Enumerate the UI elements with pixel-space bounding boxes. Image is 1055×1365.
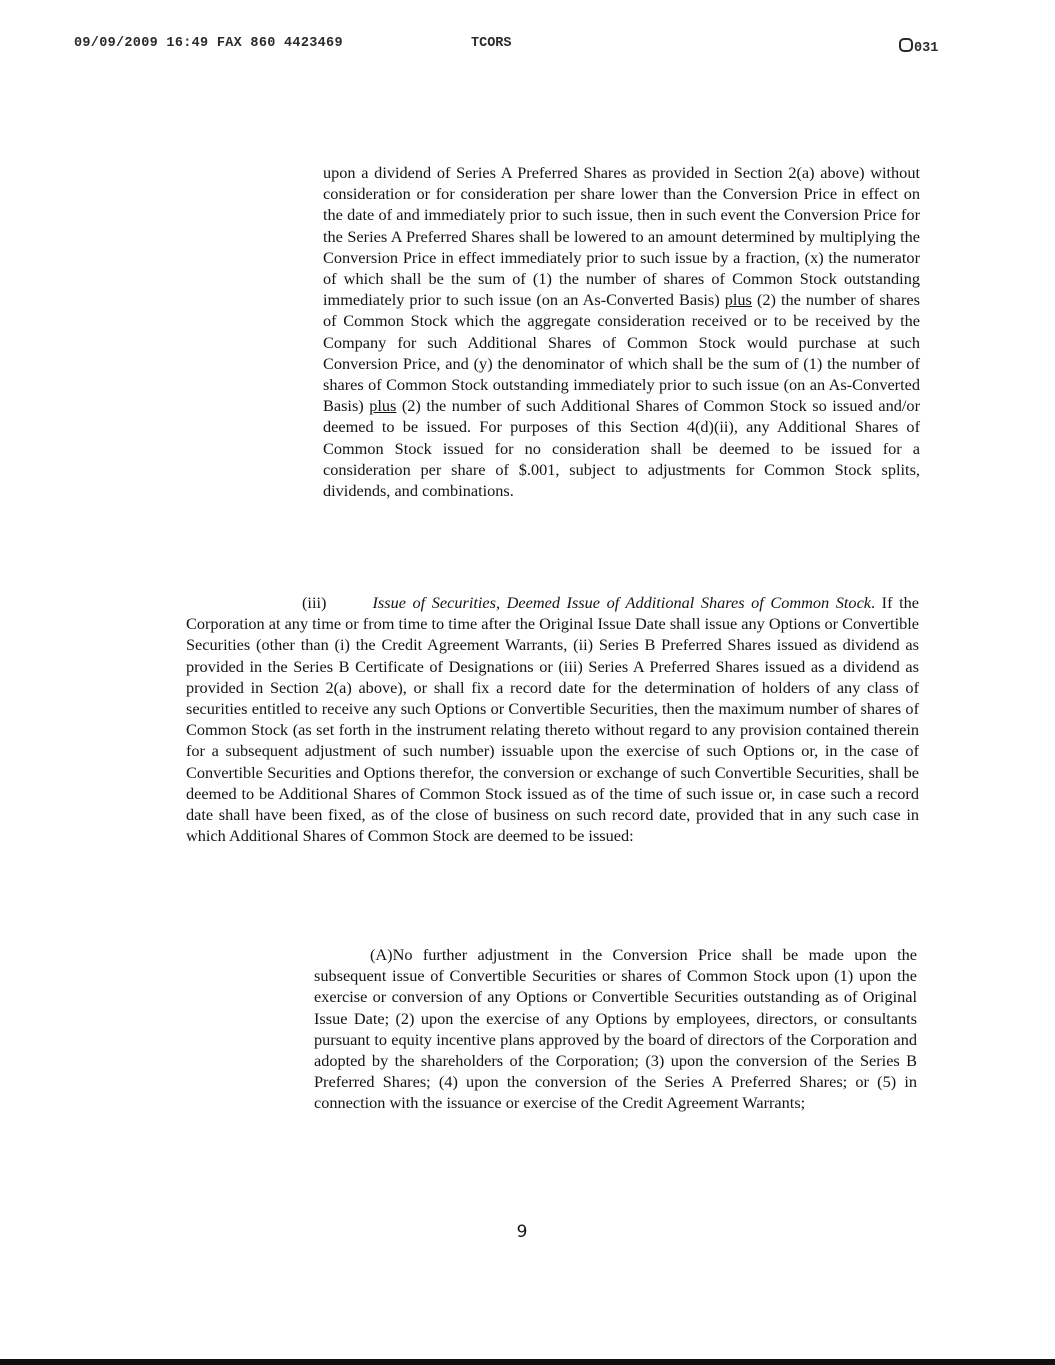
- subsection-a-paragraph: [314, 944, 917, 1114]
- page-number: 9: [516, 1222, 528, 1242]
- plus-underlined-2: plus: [369, 396, 397, 416]
- section-iii-paragraph: [186, 592, 919, 846]
- section-number: (iii): [302, 593, 327, 612]
- fax-sender-id: TCORS: [471, 36, 512, 51]
- section-iii-body: . If the Corporation at any time or from time to time after the Original Issue Date shall issue any Options or Convertible Securities (other than (i) the Credit Agreement Warrants, (ii) Series B Preferred Shares issued as dividend as provided in the Series B Certificate of Designations or (iii) Series A Preferred Shares issued as a dividend as provided in Section 2(a) above), or shall fix a record date for the determination of holders of any class of securities entitled to receive any such Options or Convertible Securities, then the maximum number of shares of Common Stock (as set forth in the instrument relating thereto without regard to any provision contained therein for a subsequent adjustment of such number) issuable upon the exercise of such Options or, in the case of Convertible Securities and Options therefor, the conversion or exchange of such Convertible Securities, shall be deemed to be Additional Shares of Common Stock issued as of the time of such issue or, in case such a record date shall have been fixed, as of the close of business on such record date, provided that in any such case in which Additional Shares of Common Stock are deemed to be issued:: [186, 593, 919, 846]
- plus-underlined-1: plus: [724, 290, 752, 310]
- section-heading: Issue of Securities, Deemed Issue of Additional Shares of Common Stock: [372, 593, 872, 612]
- fax-page-mark-icon: [899, 38, 913, 52]
- paragraph-continuation: [323, 162, 920, 501]
- paragraph-1-text-b: (2) the number of shares of Common Stock which the aggregate consideration received or to be received by the Company for such Additional Shares of Common Stock would purchase at such Conversion Price, and (y) the denominator of which shall be the sum of (1) the number of shares of Common Stock outstanding immediately prior to such issue (on an As-Converted Basis): [323, 290, 920, 416]
- fax-transmission-info: 09/09/2009 16:49 FAX 860 4423469: [74, 36, 343, 51]
- paragraph-1-text-c: (2) the number of such Additional Shares of Common Stock so issued and/or deemed to be issued. For purposes of this Section 4(d)(ii), any Additional Shares of Common Stock issued for no consideration shall be deemed to be issued for a consideration per share of $.001, subject to adjustments for Common Stock splits, dividends, and combinations.: [323, 396, 920, 501]
- paragraph-1-text-a: upon a dividend of Series A Preferred Shares as provided in Section 2(a) above) without consideration or for consideration per share lower than the Conversion Price in effect on the date of and immediately prior to such issue, then in such event the Conversion Price for the Series A Preferred Shares shall be lowered to an amount determined by multiplying the Conversion Price in effect immediately prior to such issue by a fraction, (x) the numerator of which shall be the sum of (1) the number of shares of Common Stock outstanding immediately prior to such issue (on an As-Converted Basis): [323, 163, 920, 310]
- fax-header: [0, 36, 1055, 56]
- subsection-a-text: (A)No further adjustment in the Conversion Price shall be made upon the subsequent issue of Convertible Securities or shares of Common Stock upon (1) upon the exercise or conversion of any Options or Convertible Securities outstanding as of Original Issue Date; (2) upon the exercise of any Options by employees, directors, or consultants pursuant to equity incentive plans approved by the board of directors of the Corporation and adopted by the shareholders of the Corporation; (3) upon the conversion of the Series B Preferred Shares; (4) upon the conversion of the Series A Preferred Shares; or (5) in connection with the issuance or exercise of the Credit Agreement Warrants;: [314, 945, 917, 1113]
- fax-page-counter: [899, 38, 938, 56]
- fax-page-number: 031: [914, 41, 939, 56]
- scan-bottom-edge: [0, 1359, 1055, 1365]
